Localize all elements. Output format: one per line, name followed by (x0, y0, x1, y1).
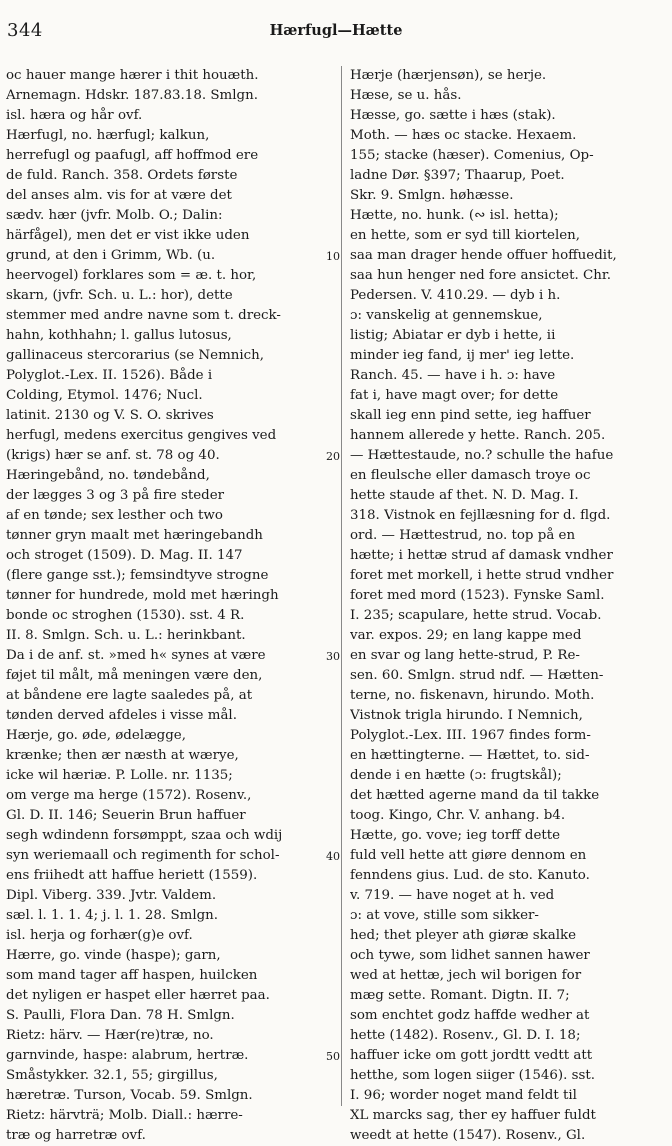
text-line: — Hættestaude, no.? schulle the hafue (350, 448, 614, 463)
text-line: isl. hæra og hår ovf. (6, 108, 143, 123)
text-line: en hette, som er syd till kiortelen, (350, 228, 581, 243)
text-line: heervogel) forklares som = æ. t. hor, (6, 268, 257, 283)
text-line: Hærje, go. øde, ødelægge, (6, 728, 186, 743)
text-line: hahn, kothhahn; l. gallus lutosus, (6, 328, 232, 343)
text-line: sæl. l. 1. 1. 4; j. l. 1. 28. Smlgn. (6, 908, 219, 923)
text-line: haffuer icke om gott jordtt vedtt att (350, 1048, 593, 1063)
text-line: gallinaceus stercorarius (se Nemnich, (6, 348, 265, 363)
text-line: Hæringebånd, no. tøndebånd, (6, 468, 210, 483)
text-line: som mand tager aff haspen, huilcken (6, 968, 258, 983)
text-line: hette staude af thet. N. D. Mag. I. (350, 488, 579, 503)
page-header (0, 0, 672, 52)
text-line: Rietz: härv. — Hær(re)træ, no. (6, 1028, 214, 1043)
text-line: som enchtet godz haffde wedher at (350, 1008, 590, 1023)
text-line: grund, at den i Grimm, Wb. (u. (6, 248, 216, 263)
text-line: Hætte, no. hunk. (∾ isl. hetta); (350, 208, 559, 223)
text-line: v. 719. — have noget at h. ved (350, 888, 555, 903)
text-line: Vistnok trigla hirundo. I Nemnich, (350, 708, 583, 723)
right-column (350, 66, 662, 1146)
text-line: wed at hettæ, jech wil borigen for (350, 968, 582, 983)
text-line: XL marcks sag, ther ey haffuer fuldt (350, 1108, 596, 1123)
text-line: 155; stacke (hæser). Comenius, Op- (350, 148, 594, 163)
text-line: føjet til målt, må meningen være den, (6, 668, 263, 683)
text-line: och stroget (1509). D. Mag. II. 147 (6, 548, 243, 563)
text-line: foret med mord (1523). Fynske Saml. (350, 588, 605, 603)
text-line: Hærje (hærjensøn), se herje. (350, 68, 547, 83)
text-line: I. 96; worder noget mand feldt til (350, 1088, 577, 1103)
text-line: Gl. D. II. 146; Seuerin Brun haffuer (6, 808, 246, 823)
text-line: Skr. 9. Smlgn. høhæsse. (350, 188, 514, 203)
line-number: 50 (326, 1050, 340, 1063)
text-line: icke wil hæriæ. P. Lolle. nr. 1135; (6, 768, 233, 783)
text-line: weedt at hette (1547). Rosenv., Gl. (350, 1128, 586, 1143)
text-line: garnvinde, haspe: alabrum, hertræ. (6, 1048, 249, 1063)
text-line: Hærfugl, no. hærfugl; kalkun, (6, 128, 210, 143)
text-line: härfågel), men det er vist ikke uden (6, 228, 250, 243)
text-line: de fuld. Ranch. 358. Ordets første (6, 168, 238, 183)
text-line: fuld vell hette att giøre dennom en (350, 848, 587, 863)
text-line: ladne Dør. §397; Thaarup, Poet. (350, 168, 565, 183)
text-line: ens friihedt att haffue heriett (1559). (6, 868, 258, 883)
text-line: Hætte, go. vove; ieg torff dette (350, 828, 561, 843)
text-line: bonde oc stroghen (1530). sst. 4 R. (6, 608, 245, 623)
text-line: Arnemagn. Hdskr. 187.83.18. Smlgn. (6, 88, 258, 103)
text-line: hætte; i hettæ strud af damask vndher (350, 548, 613, 563)
text-line: terne, no. fiskenavn, hirundo. Moth. (350, 688, 595, 703)
text-line: mæg sette. Romant. Digtn. II. 7; (350, 988, 570, 1003)
text-line: hed; thet pleyer ath giøræ skalke (350, 928, 577, 943)
text-line: herrefugl og paafugl, aff hoffmod ere (6, 148, 259, 163)
text-line: Pedersen. V. 410.29. — dyb i h. (350, 288, 561, 303)
column-divider (341, 66, 342, 1106)
text-line: Ranch. 45. — have i h. ɔ: have (350, 368, 556, 383)
text-line: segh wdindenn forsømppt, szaa och wdij (6, 828, 283, 843)
text-line: Hærre, go. vinde (haspe); garn, (6, 948, 221, 963)
text-line: Polyglot.-Lex. III. 1967 findes form- (350, 728, 591, 743)
text-line: latinit. 2130 og V. S. O. skrives (6, 408, 214, 423)
text-line: II. 8. Smlgn. Sch. u. L.: herinkbant. (6, 628, 246, 643)
text-line: Moth. — hæs oc stacke. Hexaem. (350, 128, 577, 143)
left-column (6, 66, 318, 1146)
text-line: (flere gange sst.); femsindtyve strogne (6, 568, 269, 583)
text-line: S. Paulli, Flora Dan. 78 H. Smlgn. (6, 1008, 235, 1023)
running-head: Hærfugl—Hætte (269, 22, 403, 39)
text-line: listig; Abiatar er dyb i hette, ii (350, 328, 556, 343)
text-line: en fleulsche eller damasch troye oc (350, 468, 591, 483)
text-line: tønner gryn maalt met hæringebandh (6, 528, 263, 543)
text-line: toog. Kingo, Chr. V. anhang. b4. (350, 808, 566, 823)
text-line: om verge ma herge (1572). Rosenv., (6, 788, 252, 803)
text-line: herfugl, medens exercitus gengives ved (6, 428, 277, 443)
text-line: ɔ: at vove, stille som sikker- (350, 908, 539, 923)
text-line: Dipl. Viberg. 339. Jvtr. Valdem. (6, 888, 217, 903)
text-line: skall ieg enn pind sette, ieg haffuer (350, 408, 591, 423)
text-line: stemmer med andre navne som t. dreck- (6, 308, 281, 323)
text-line: hannem allerede y hette. Ranch. 205. (350, 428, 606, 443)
text-line: oc hauer mange hærer i thit houæth. (6, 68, 259, 83)
text-line: tønden derved afdeles i visse mål. (6, 708, 237, 723)
text-line: af en tønde; sex lesther och two (6, 508, 223, 523)
text-line: hette (1482). Rosenv., Gl. D. I. 18; (350, 1028, 581, 1043)
text-line: hæretræ. Turson, Vocab. 59. Smlgn. (6, 1088, 253, 1103)
text-line: minder ieg fand, ij mer' ieg lette. (350, 348, 575, 363)
line-number: 20 (326, 450, 340, 463)
text-line: I. 235; scapulare, hette strud. Vocab. (350, 608, 602, 623)
text-line: skarn, (jvfr. Sch. u. L.: hor), dette (6, 288, 233, 303)
text-line: krænke; then ær næsth at wærye, (6, 748, 239, 763)
text-line: sen. 60. Smlgn. strud ndf. — Hætten- (350, 668, 604, 683)
text-line: det nyligen er haspet eller hærret paa. (6, 988, 270, 1003)
text-line: foret met morkell, i hette strud vndher (350, 568, 614, 583)
text-line: Polyglot.-Lex. II. 1526). Både i (6, 368, 213, 383)
text-line: syn weriemaall och regimenth for schol- (6, 848, 280, 863)
line-number: 30 (326, 650, 340, 663)
text-line: Hæsse, go. sætte i hæs (stak). (350, 108, 556, 123)
text-line: Småstykker. 32.1, 55; girgillus, (6, 1068, 218, 1083)
text-line: (krigs) hær se anf. st. 78 og 40. (6, 448, 220, 463)
text-line: och tywe, som lidhet sannen hawer (350, 948, 590, 963)
text-line: sædv. hær (jvfr. Molb. O.; Dalin: (6, 208, 223, 223)
text-line: det hætted agerne mand da til takke (350, 788, 600, 803)
text-line: en hættingterne. — Hættet, to. sid- (350, 748, 590, 763)
text-line: var. expos. 29; en lang kappe med (350, 628, 582, 643)
text-line: saa hun henger ned fore ansictet. Chr. (350, 268, 612, 283)
text-line: del anses alm. vis for at være det (6, 188, 232, 203)
line-number: 40 (326, 850, 340, 863)
text-line: der lægges 3 og 3 på fire steder (6, 488, 225, 503)
text-line: en svar og lang hette-strud, P. Re- (350, 648, 580, 663)
text-line: Rietz: härvträ; Molb. Diall.: hærre- (6, 1108, 243, 1123)
text-line: fat i, have magt over; for dette (350, 388, 559, 403)
text-line: 318. Vistnok en fejllæsning for d. flgd. (350, 508, 611, 523)
text-line: at båndene ere lagte saaledes på, at (6, 688, 253, 703)
text-line: fenndens gius. Lud. de sto. Kanuto. (350, 868, 590, 883)
page-number: 344 (7, 20, 43, 41)
text-line: ɔ: vanskelig at gennemskue, (350, 308, 543, 323)
text-line: tønner for hundrede, mold met hæringh (6, 588, 279, 603)
text-line: træ og harretræ ovf. (6, 1128, 146, 1143)
text-line: ord. — Hættestrud, no. top på en (350, 528, 576, 543)
text-line: isl. herja og forhær(g)e ovf. (6, 928, 193, 943)
line-number: 10 (326, 250, 340, 263)
text-line: Colding, Etymol. 1476; Nucl. (6, 388, 203, 403)
text-line: Hæse, se u. hås. (350, 88, 462, 103)
text-line: hetthe, som logen siiger (1546). sst. (350, 1068, 595, 1083)
text-line: saa man drager hende offuer hoffuedit, (350, 248, 617, 263)
text-line: dende i en hætte (ɔ: frugtskål); (350, 768, 562, 783)
text-line: Da i de anf. st. »med h« synes at være (6, 648, 266, 663)
